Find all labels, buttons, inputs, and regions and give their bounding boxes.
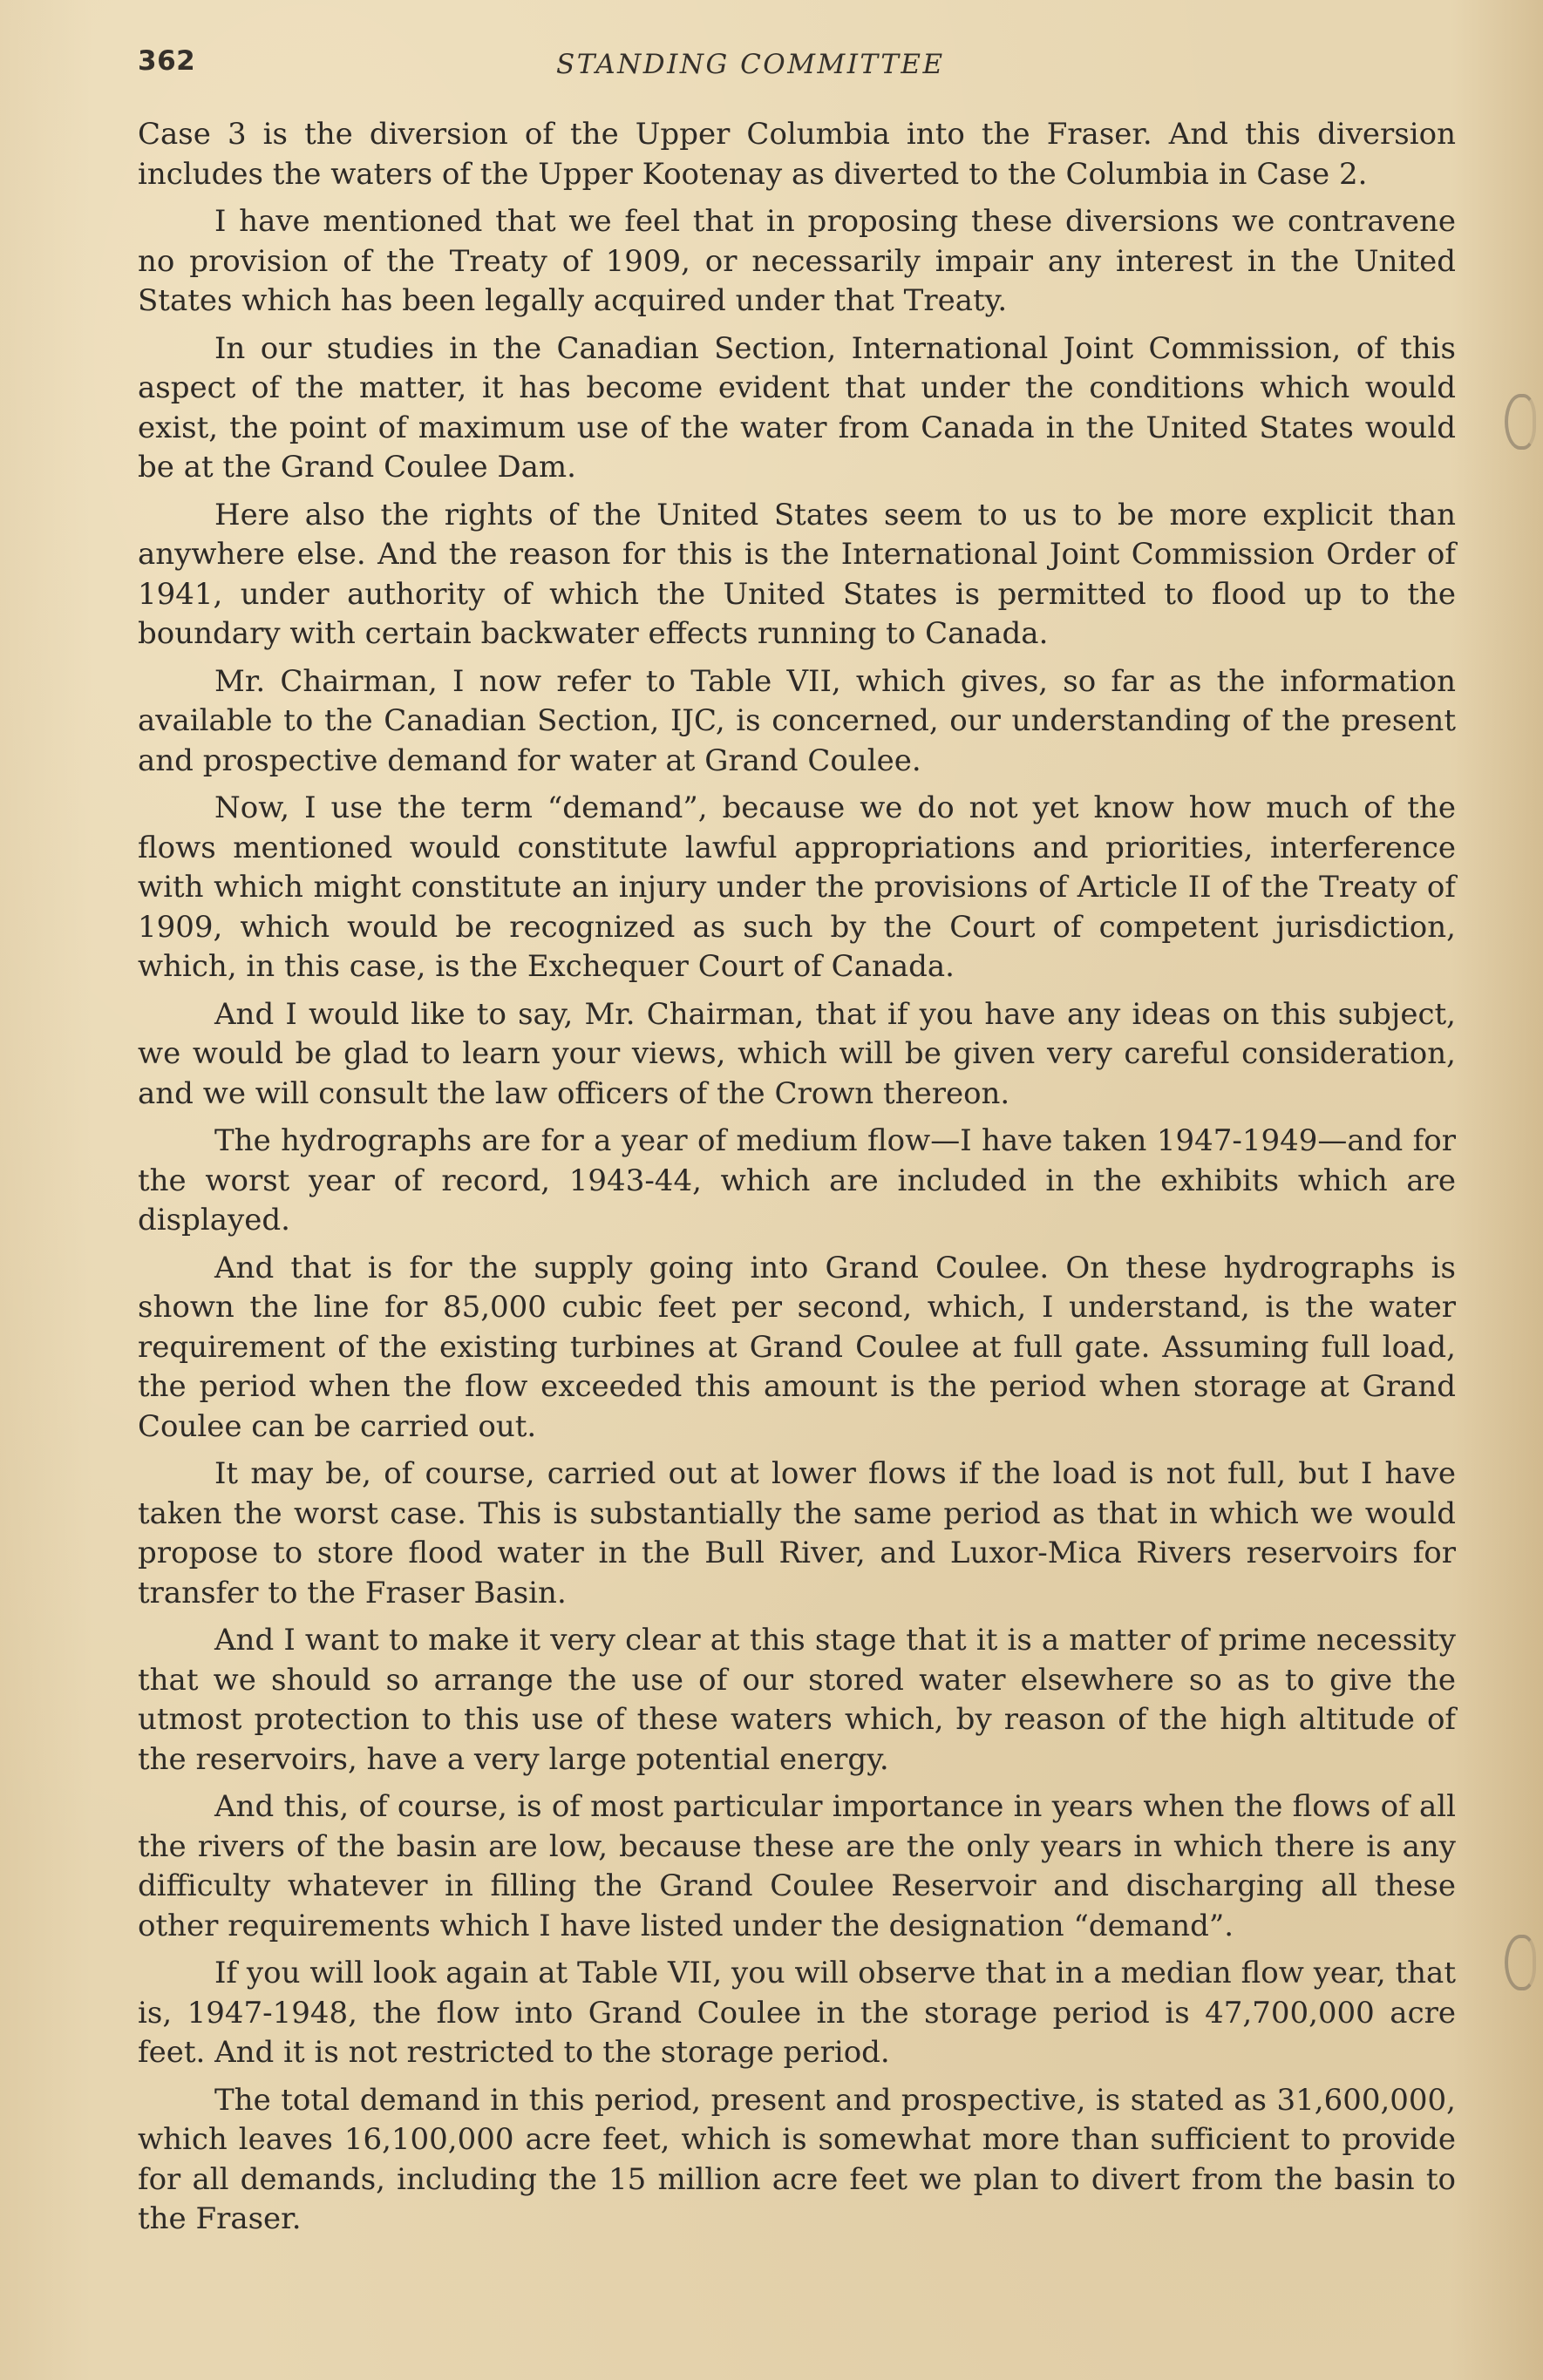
paragraph: And I want to make it very clear at this stage that it is a matter of prime necessity that we should so arrange the use of our stored water elsewhere so as to give the utmost protection to this use of these waters which, by reason of the high altitude of the reservoirs, have a very large potential energy. [138, 1623, 1456, 1777]
paragraph: It may be, of course, carried out at lower flows if the load is not full, but I have taken the worst case. This is substantially the same period as that in which we would propose to store flood water in the Bull River, and Luxor-Mica Rivers reservoirs for transfer to the Fraser Basin. [138, 1456, 1456, 1610]
running-head [138, 45, 1463, 89]
paragraph: Now, I use the term “demand”, because we do not yet know how much of the flows mentioned would constitute lawful appropriations and priorities, interference with which might constitute an injury under the provisions of Article II of the Treaty of 1909, which would be recognized as such by the Court of competent jurisdiction, which, in this case, is the Exchequer Court of Canada. [138, 790, 1456, 984]
paragraph: The hydrographs are for a year of medium flow—I have taken 1947-1949—and for the worst year of record, 1943-44, which are included in the exhibits which are displayed. [138, 1123, 1456, 1237]
paragraph: Case 3 is the diversion of the Upper Columbia into the Fraser. And this diversion includes the waters of the Upper Kootenay as diverted to the Columbia in Case 2. [138, 117, 1456, 192]
body-text [138, 115, 1456, 2248]
running-head-title: STANDING COMMITTEE [556, 49, 945, 80]
page-number: 362 [138, 45, 196, 77]
binding-clip-mark [1505, 1935, 1536, 1990]
paragraph: In our studies in the Canadian Section, International Joint Commission, of this aspect of the matter, it has become evident that under the conditions which would exist, the point of maximum use of the water from Canada in the United States would be at the Grand Coulee Dam. [138, 330, 1456, 485]
binding-clip-mark [1505, 394, 1536, 450]
paragraph: Here also the rights of the United States seem to us to be more explicit than anywhere else. And the reason for this is the International Joint Commission Order of 1941, under authority of which the United States is permitted to flood up to the boundary with certain backwater effects running to Canada. [138, 497, 1456, 651]
paragraph: I have mentioned that we feel that in proposing these diversions we contravene no provision of the Treaty of 1909, or necessarily impair any interest in the United States which has been legally acquired under that Treaty. [138, 204, 1456, 318]
paragraph: And this, of course, is of most particular importance in years when the flows of all the rivers of the basin are low, because these are the only years in which there is any difficulty whatever in filling the Grand Coulee Reservoir and discharging all these other requirements which I have listed under the designation “demand”. [138, 1789, 1456, 1943]
paragraph: Mr. Chairman, I now refer to Table VII, which gives, so far as the information available to the Canadian Section, IJC, is concerned, our understanding of the present and prospective demand for water at Grand Coulee. [138, 663, 1456, 778]
paragraph: If you will look again at Table VII, you will observe that in a median flow year, that is, 1947-1948, the flow into Grand Coulee in the storage period is 47,700,000 acre feet. And it is not restricted to the storage period. [138, 1956, 1456, 2070]
paragraph: And I would like to say, Mr. Chairman, that if you have any ideas on this subject, we would be glad to learn your views, which will be given very careful consideration, and we will consult the law officers of the Crown thereon. [138, 996, 1456, 1111]
paragraph: The total demand in this period, present and prospective, is stated as 31,600,000, which leaves 16,100,000 acre feet, which is somewhat more than sufficient to provide for all demands, including the 15 million acre feet we plan to divert from the basin to the Fraser. [138, 2082, 1456, 2236]
paragraph: And that is for the supply going into Grand Coulee. On these hydrographs is shown the line for 85,000 cubic feet per second, which, I understand, is the water requirement of the existing turbines at Grand Coulee at full gate. Assuming full load, the period when the flow exceeded this amount is the period when storage at Grand Coulee can be carried out. [138, 1250, 1456, 1444]
